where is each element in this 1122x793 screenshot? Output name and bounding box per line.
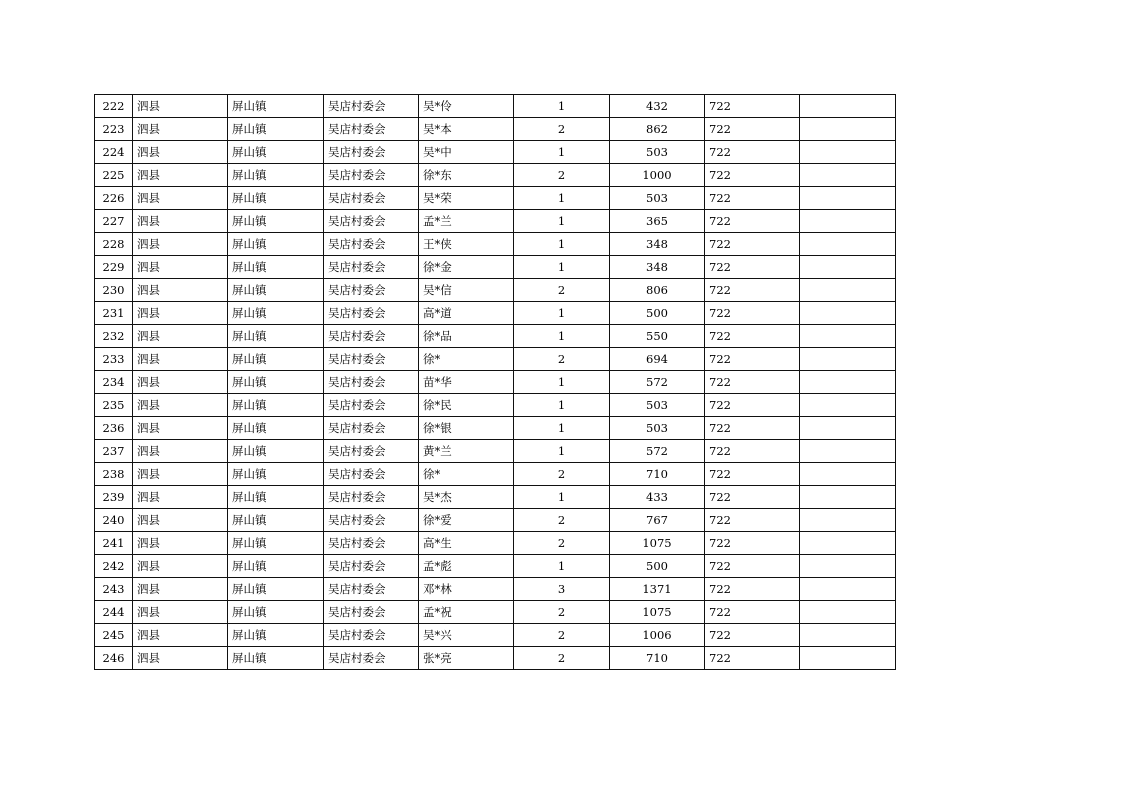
standard-cell: 722 (705, 601, 800, 624)
county-cell: 泗县 (133, 555, 228, 578)
household-size-cell: 2 (514, 463, 610, 486)
table-row (95, 302, 896, 325)
standard-cell: 722 (705, 647, 800, 670)
table-row (95, 647, 896, 670)
remark-cell (800, 95, 896, 118)
town-cell: 屏山镇 (228, 141, 324, 164)
remark-cell (800, 118, 896, 141)
household-size-cell: 1 (514, 95, 610, 118)
town-cell: 屏山镇 (228, 325, 324, 348)
standard-cell: 722 (705, 302, 800, 325)
table-row (95, 509, 896, 532)
household-size-cell: 3 (514, 578, 610, 601)
standard-cell: 722 (705, 532, 800, 555)
town-cell: 屏山镇 (228, 463, 324, 486)
amount-cell: 348 (610, 256, 705, 279)
remark-cell (800, 417, 896, 440)
name-cell: 徐*民 (419, 394, 514, 417)
county-cell: 泗县 (133, 601, 228, 624)
amount-cell: 1006 (610, 624, 705, 647)
table-row (95, 555, 896, 578)
row-number-cell: 233 (95, 348, 133, 371)
amount-cell: 503 (610, 187, 705, 210)
household-size-cell: 2 (514, 509, 610, 532)
county-cell: 泗县 (133, 463, 228, 486)
name-cell: 苗*华 (419, 371, 514, 394)
household-size-cell: 2 (514, 118, 610, 141)
amount-cell: 500 (610, 302, 705, 325)
row-number-cell: 228 (95, 233, 133, 256)
village-cell: 吴店村委会 (324, 95, 419, 118)
county-cell: 泗县 (133, 440, 228, 463)
row-number-cell: 238 (95, 463, 133, 486)
row-number-cell: 243 (95, 578, 133, 601)
name-cell: 高*道 (419, 302, 514, 325)
household-size-cell: 1 (514, 325, 610, 348)
remark-cell (800, 578, 896, 601)
town-cell: 屏山镇 (228, 578, 324, 601)
village-cell: 吴店村委会 (324, 233, 419, 256)
county-cell: 泗县 (133, 95, 228, 118)
amount-cell: 365 (610, 210, 705, 233)
town-cell: 屏山镇 (228, 440, 324, 463)
county-cell: 泗县 (133, 394, 228, 417)
household-size-cell: 1 (514, 141, 610, 164)
village-cell: 吴店村委会 (324, 187, 419, 210)
standard-cell: 722 (705, 509, 800, 532)
row-number-cell: 242 (95, 555, 133, 578)
county-cell: 泗县 (133, 578, 228, 601)
name-cell: 吴*杰 (419, 486, 514, 509)
household-size-cell: 1 (514, 302, 610, 325)
row-number-cell: 227 (95, 210, 133, 233)
name-cell: 徐*金 (419, 256, 514, 279)
county-cell: 泗县 (133, 532, 228, 555)
town-cell: 屏山镇 (228, 187, 324, 210)
household-size-cell: 1 (514, 486, 610, 509)
row-number-cell: 225 (95, 164, 133, 187)
name-cell: 徐*银 (419, 417, 514, 440)
amount-cell: 572 (610, 371, 705, 394)
village-cell: 吴店村委会 (324, 325, 419, 348)
village-cell: 吴店村委会 (324, 532, 419, 555)
county-cell: 泗县 (133, 164, 228, 187)
village-cell: 吴店村委会 (324, 348, 419, 371)
village-cell: 吴店村委会 (324, 394, 419, 417)
table-row (95, 394, 896, 417)
household-size-cell: 1 (514, 233, 610, 256)
name-cell: 徐* (419, 348, 514, 371)
county-cell: 泗县 (133, 141, 228, 164)
county-cell: 泗县 (133, 210, 228, 233)
name-cell: 孟*彪 (419, 555, 514, 578)
amount-cell: 710 (610, 647, 705, 670)
county-cell: 泗县 (133, 233, 228, 256)
amount-cell: 503 (610, 394, 705, 417)
name-cell: 吴*信 (419, 279, 514, 302)
beneficiary-table (94, 94, 896, 670)
county-cell: 泗县 (133, 256, 228, 279)
table-row (95, 532, 896, 555)
amount-cell: 694 (610, 348, 705, 371)
table-row (95, 486, 896, 509)
county-cell: 泗县 (133, 348, 228, 371)
standard-cell: 722 (705, 555, 800, 578)
amount-cell: 500 (610, 555, 705, 578)
remark-cell (800, 164, 896, 187)
town-cell: 屏山镇 (228, 279, 324, 302)
amount-cell: 806 (610, 279, 705, 302)
household-size-cell: 2 (514, 647, 610, 670)
name-cell: 吴*中 (419, 141, 514, 164)
amount-cell: 550 (610, 325, 705, 348)
household-size-cell: 1 (514, 555, 610, 578)
town-cell: 屏山镇 (228, 233, 324, 256)
village-cell: 吴店村委会 (324, 371, 419, 394)
name-cell: 吴*兴 (419, 624, 514, 647)
row-number-cell: 244 (95, 601, 133, 624)
county-cell: 泗县 (133, 486, 228, 509)
table-row (95, 601, 896, 624)
town-cell: 屏山镇 (228, 95, 324, 118)
row-number-cell: 224 (95, 141, 133, 164)
amount-cell: 503 (610, 417, 705, 440)
row-number-cell: 223 (95, 118, 133, 141)
row-number-cell: 232 (95, 325, 133, 348)
village-cell: 吴店村委会 (324, 624, 419, 647)
table-body (95, 95, 896, 670)
standard-cell: 722 (705, 624, 800, 647)
name-cell: 吴*荣 (419, 187, 514, 210)
name-cell: 孟*兰 (419, 210, 514, 233)
remark-cell (800, 647, 896, 670)
standard-cell: 722 (705, 348, 800, 371)
remark-cell (800, 394, 896, 417)
table-row (95, 624, 896, 647)
row-number-cell: 231 (95, 302, 133, 325)
standard-cell: 722 (705, 233, 800, 256)
county-cell: 泗县 (133, 187, 228, 210)
household-size-cell: 1 (514, 394, 610, 417)
table-row (95, 210, 896, 233)
row-number-cell: 229 (95, 256, 133, 279)
village-cell: 吴店村委会 (324, 647, 419, 670)
name-cell: 高*生 (419, 532, 514, 555)
household-size-cell: 1 (514, 417, 610, 440)
name-cell: 孟*祝 (419, 601, 514, 624)
row-number-cell: 246 (95, 647, 133, 670)
village-cell: 吴店村委会 (324, 302, 419, 325)
amount-cell: 1000 (610, 164, 705, 187)
standard-cell: 722 (705, 417, 800, 440)
table-row (95, 279, 896, 302)
village-cell: 吴店村委会 (324, 463, 419, 486)
name-cell: 徐*东 (419, 164, 514, 187)
standard-cell: 722 (705, 95, 800, 118)
remark-cell (800, 302, 896, 325)
village-cell: 吴店村委会 (324, 578, 419, 601)
county-cell: 泗县 (133, 417, 228, 440)
row-number-cell: 226 (95, 187, 133, 210)
town-cell: 屏山镇 (228, 417, 324, 440)
row-number-cell: 239 (95, 486, 133, 509)
standard-cell: 722 (705, 141, 800, 164)
row-number-cell: 235 (95, 394, 133, 417)
village-cell: 吴店村委会 (324, 279, 419, 302)
standard-cell: 722 (705, 578, 800, 601)
remark-cell (800, 210, 896, 233)
county-cell: 泗县 (133, 647, 228, 670)
household-size-cell: 2 (514, 624, 610, 647)
remark-cell (800, 371, 896, 394)
row-number-cell: 222 (95, 95, 133, 118)
standard-cell: 722 (705, 463, 800, 486)
name-cell: 徐* (419, 463, 514, 486)
remark-cell (800, 624, 896, 647)
household-size-cell: 1 (514, 210, 610, 233)
remark-cell (800, 141, 896, 164)
row-number-cell: 241 (95, 532, 133, 555)
amount-cell: 432 (610, 95, 705, 118)
town-cell: 屏山镇 (228, 371, 324, 394)
table-row (95, 256, 896, 279)
amount-cell: 862 (610, 118, 705, 141)
table-row (95, 325, 896, 348)
county-cell: 泗县 (133, 302, 228, 325)
standard-cell: 722 (705, 210, 800, 233)
household-size-cell: 1 (514, 256, 610, 279)
table-row (95, 164, 896, 187)
remark-cell (800, 509, 896, 532)
table-row (95, 95, 896, 118)
amount-cell: 348 (610, 233, 705, 256)
name-cell: 徐*品 (419, 325, 514, 348)
table-row (95, 578, 896, 601)
household-size-cell: 2 (514, 532, 610, 555)
town-cell: 屏山镇 (228, 256, 324, 279)
remark-cell (800, 233, 896, 256)
town-cell: 屏山镇 (228, 532, 324, 555)
table-row (95, 348, 896, 371)
village-cell: 吴店村委会 (324, 555, 419, 578)
row-number-cell: 234 (95, 371, 133, 394)
standard-cell: 722 (705, 394, 800, 417)
name-cell: 黄*兰 (419, 440, 514, 463)
standard-cell: 722 (705, 256, 800, 279)
village-cell: 吴店村委会 (324, 256, 419, 279)
remark-cell (800, 601, 896, 624)
town-cell: 屏山镇 (228, 509, 324, 532)
remark-cell (800, 256, 896, 279)
name-cell: 王*侠 (419, 233, 514, 256)
town-cell: 屏山镇 (228, 394, 324, 417)
county-cell: 泗县 (133, 325, 228, 348)
row-number-cell: 245 (95, 624, 133, 647)
table-row (95, 187, 896, 210)
town-cell: 屏山镇 (228, 486, 324, 509)
household-size-cell: 1 (514, 371, 610, 394)
town-cell: 屏山镇 (228, 601, 324, 624)
county-cell: 泗县 (133, 118, 228, 141)
amount-cell: 433 (610, 486, 705, 509)
amount-cell: 1075 (610, 601, 705, 624)
standard-cell: 722 (705, 440, 800, 463)
standard-cell: 722 (705, 164, 800, 187)
remark-cell (800, 463, 896, 486)
table-row (95, 463, 896, 486)
standard-cell: 722 (705, 325, 800, 348)
remark-cell (800, 440, 896, 463)
amount-cell: 767 (610, 509, 705, 532)
household-size-cell: 2 (514, 279, 610, 302)
village-cell: 吴店村委会 (324, 164, 419, 187)
row-number-cell: 236 (95, 417, 133, 440)
table-row (95, 371, 896, 394)
remark-cell (800, 187, 896, 210)
name-cell: 邓*林 (419, 578, 514, 601)
standard-cell: 722 (705, 187, 800, 210)
village-cell: 吴店村委会 (324, 440, 419, 463)
name-cell: 徐*爱 (419, 509, 514, 532)
town-cell: 屏山镇 (228, 348, 324, 371)
row-number-cell: 237 (95, 440, 133, 463)
village-cell: 吴店村委会 (324, 509, 419, 532)
county-cell: 泗县 (133, 509, 228, 532)
county-cell: 泗县 (133, 371, 228, 394)
household-size-cell: 2 (514, 164, 610, 187)
remark-cell (800, 555, 896, 578)
town-cell: 屏山镇 (228, 555, 324, 578)
standard-cell: 722 (705, 118, 800, 141)
village-cell: 吴店村委会 (324, 210, 419, 233)
village-cell: 吴店村委会 (324, 417, 419, 440)
county-cell: 泗县 (133, 279, 228, 302)
amount-cell: 1371 (610, 578, 705, 601)
table-row (95, 141, 896, 164)
remark-cell (800, 279, 896, 302)
standard-cell: 722 (705, 486, 800, 509)
town-cell: 屏山镇 (228, 624, 324, 647)
county-cell: 泗县 (133, 624, 228, 647)
town-cell: 屏山镇 (228, 647, 324, 670)
row-number-cell: 230 (95, 279, 133, 302)
name-cell: 张*亮 (419, 647, 514, 670)
remark-cell (800, 532, 896, 555)
name-cell: 吴*本 (419, 118, 514, 141)
town-cell: 屏山镇 (228, 302, 324, 325)
table-row (95, 118, 896, 141)
town-cell: 屏山镇 (228, 210, 324, 233)
village-cell: 吴店村委会 (324, 486, 419, 509)
household-size-cell: 2 (514, 348, 610, 371)
amount-cell: 503 (610, 141, 705, 164)
table-row (95, 440, 896, 463)
remark-cell (800, 325, 896, 348)
row-number-cell: 240 (95, 509, 133, 532)
name-cell: 吴*伶 (419, 95, 514, 118)
table-row (95, 417, 896, 440)
village-cell: 吴店村委会 (324, 601, 419, 624)
household-size-cell: 1 (514, 187, 610, 210)
village-cell: 吴店村委会 (324, 141, 419, 164)
standard-cell: 722 (705, 371, 800, 394)
table-row (95, 233, 896, 256)
amount-cell: 1075 (610, 532, 705, 555)
remark-cell (800, 348, 896, 371)
standard-cell: 722 (705, 279, 800, 302)
village-cell: 吴店村委会 (324, 118, 419, 141)
town-cell: 屏山镇 (228, 164, 324, 187)
town-cell: 屏山镇 (228, 118, 324, 141)
amount-cell: 572 (610, 440, 705, 463)
household-size-cell: 2 (514, 601, 610, 624)
amount-cell: 710 (610, 463, 705, 486)
remark-cell (800, 486, 896, 509)
household-size-cell: 1 (514, 440, 610, 463)
